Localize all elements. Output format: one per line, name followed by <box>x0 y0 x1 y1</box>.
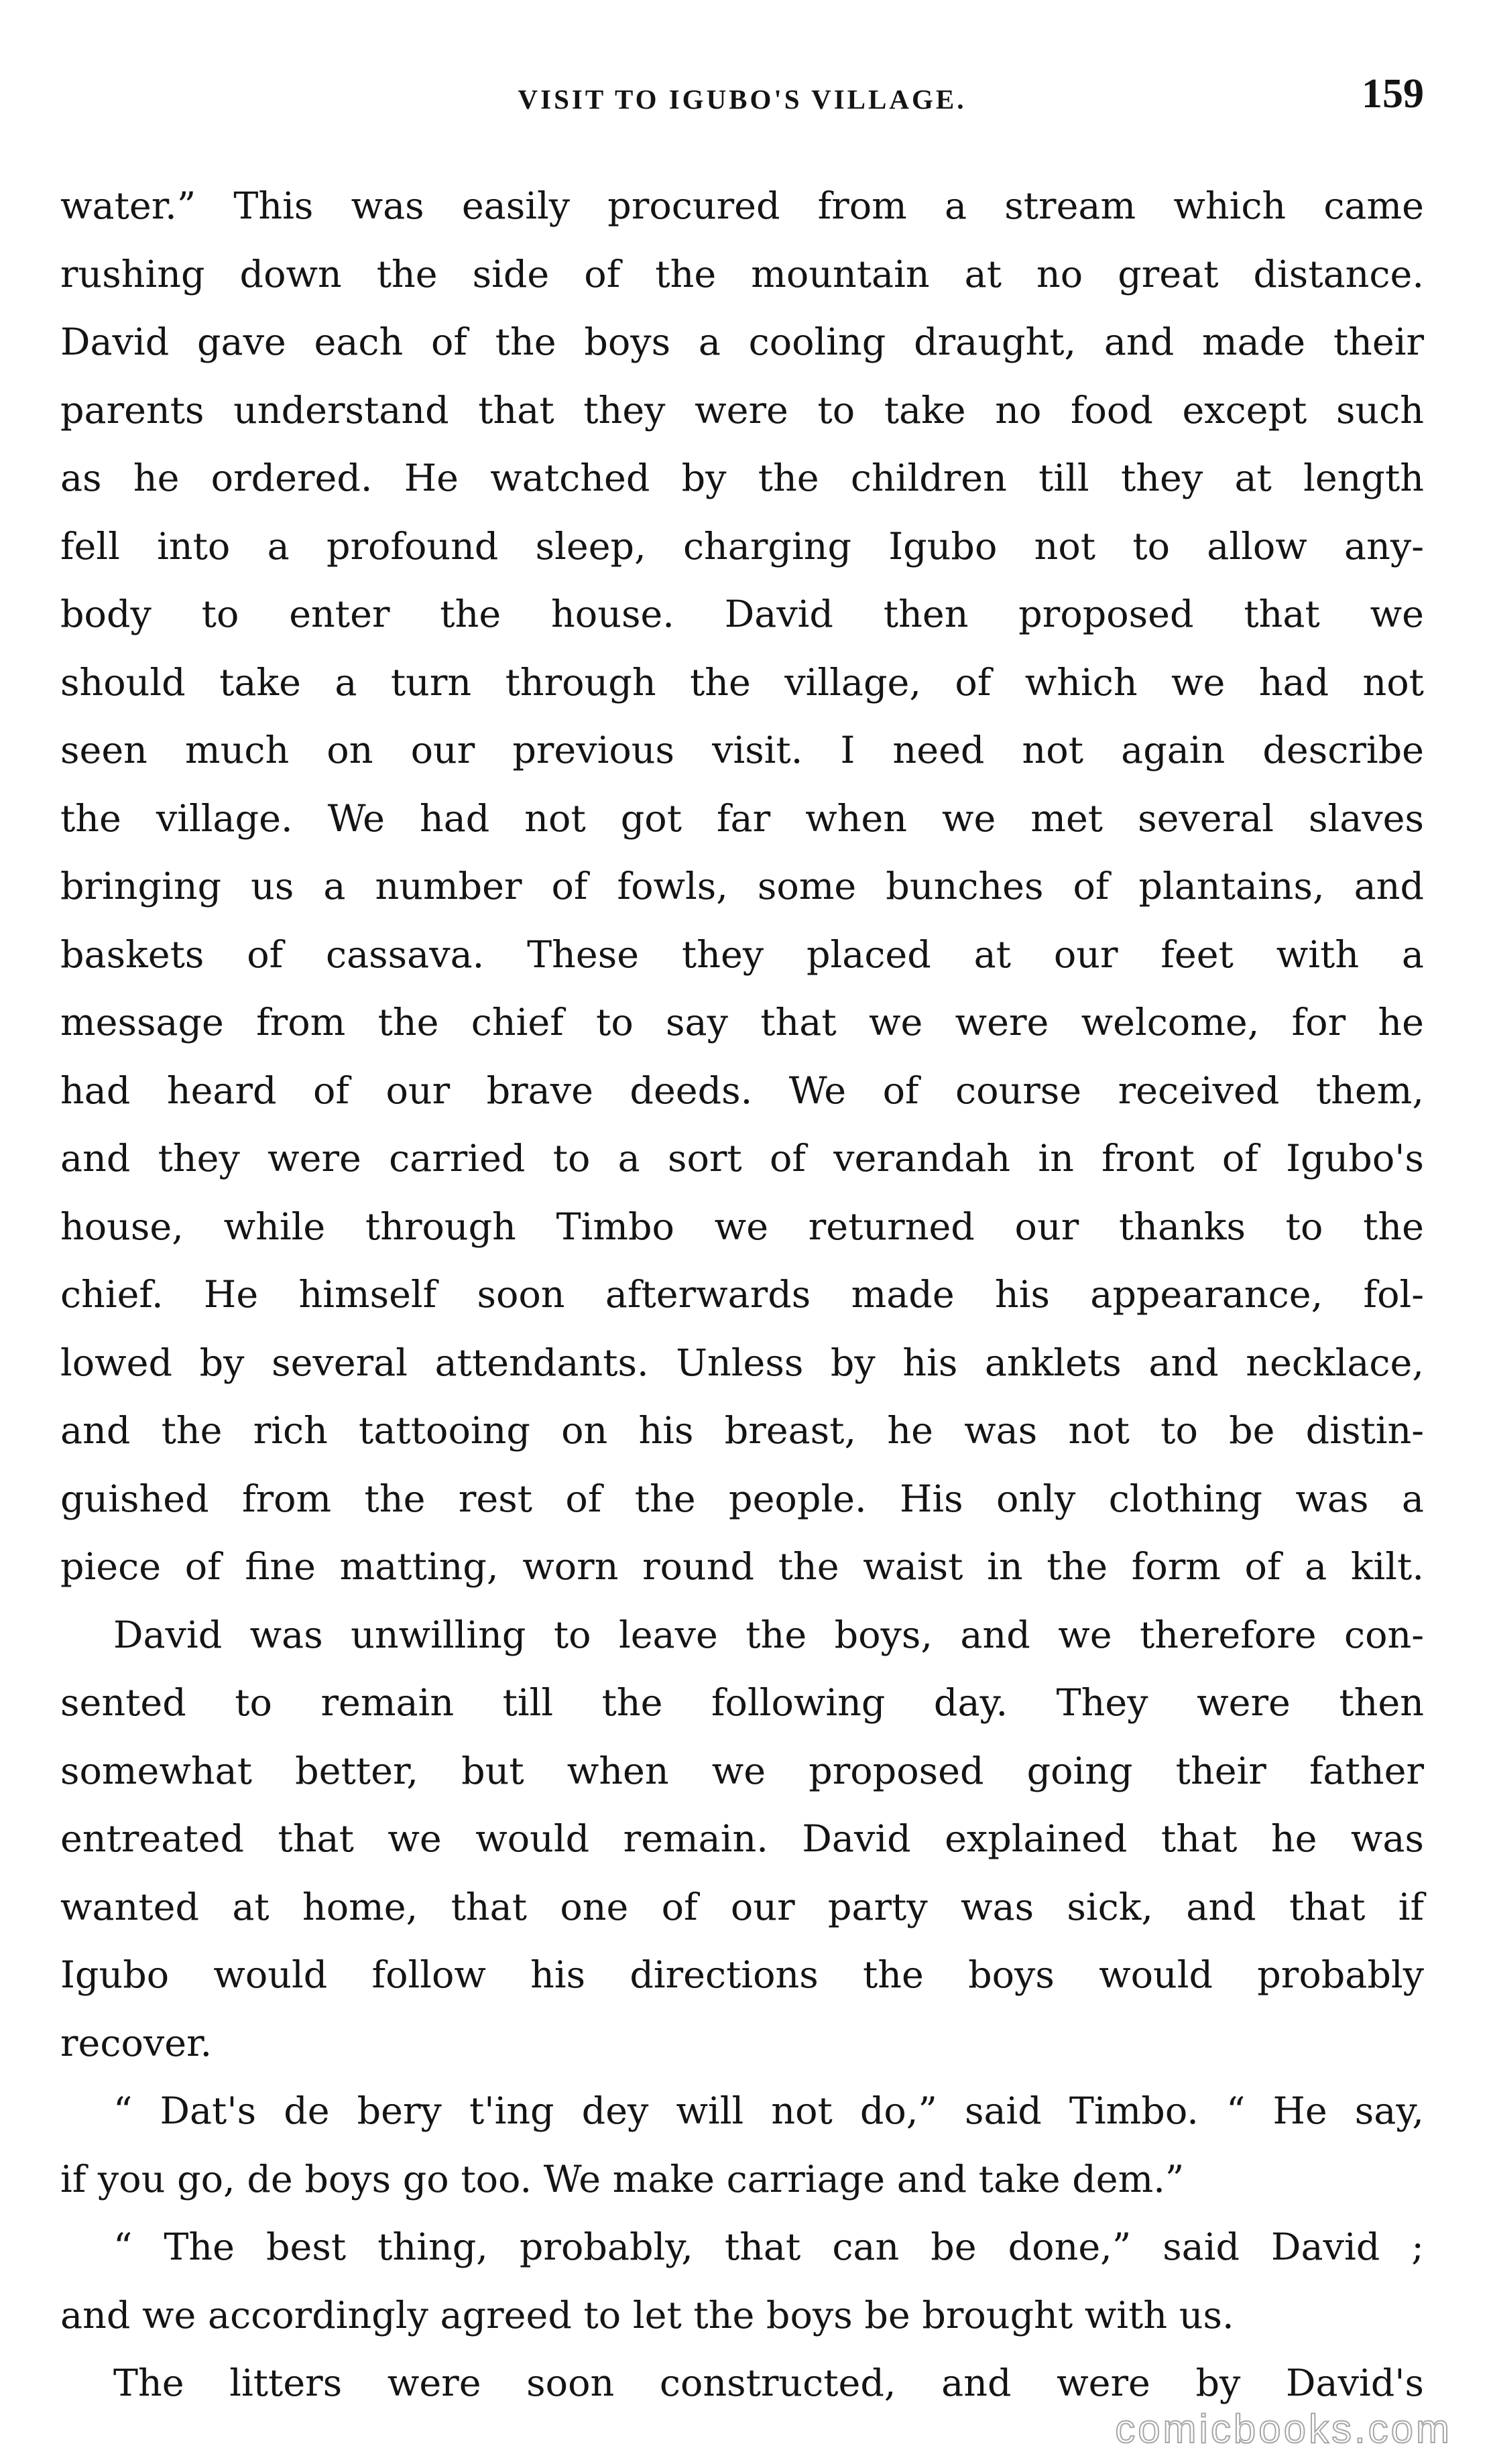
text-line: body to enter the house. David then proposed that we <box>60 593 1424 636</box>
text-line: house, while through Timbo we returned our thanks to the <box>60 1205 1424 1249</box>
page-number: 159 <box>1362 71 1424 117</box>
watermark: comicbooks.com <box>1115 2406 1452 2451</box>
text-line: guished from the rest of the people. His only clothing was a <box>60 1477 1424 1521</box>
paragraph-start-line: “ The best thing, probably, that can be done,” said David ; <box>113 2225 1424 2269</box>
text-line: had heard of our brave deeds. We of course received them, <box>60 1068 1424 1113</box>
running-title: VISIT TO IGUBO'S VILLAGE. <box>518 84 967 115</box>
paragraph-start-line: “ Dat's de bery t'ing dey will not do,” said Timbo. “ He say, <box>113 2089 1424 2133</box>
body-text <box>60 172 1424 2405</box>
paragraph-start-line: David was unwilling to leave the boys, and we therefore con- <box>113 1613 1424 1657</box>
text-line: message from the chief to say that we were welcome, for he <box>60 1001 1424 1044</box>
text-line: the village. We had not got far when we met several slaves <box>60 796 1424 841</box>
text-line: baskets of cassava. These they placed at our feet with a <box>60 932 1424 977</box>
text-line: rushing down the side of the mountain at no great distance. <box>60 252 1424 296</box>
text-line: as he ordered. He watched by the children till they at length <box>60 456 1424 500</box>
text-line: seen much on our previous visit. I need not again describe <box>60 729 1424 772</box>
text-line: and they were carried to a sort of verandah in front of Igubo's <box>60 1137 1424 1180</box>
text-line: sented to remain till the following day. They were then <box>60 1681 1424 1725</box>
text-line: chief. He himself soon afterwards made his appearance, fol- <box>60 1273 1424 1316</box>
text-line: water.” This was easily procured from a stream which came <box>60 184 1424 228</box>
text-line: bringing us a number of fowls, some bunches of plantains, and <box>60 865 1424 908</box>
page-header <box>60 52 1424 133</box>
paragraph-start-line: The litters were soon constructed, and were by David's <box>113 2361 1424 2405</box>
paragraph-end-line: recover. <box>60 2021 213 2065</box>
text-line: piece of fine matting, worn round the waist in the form of a kilt. <box>60 1545 1424 1589</box>
paragraph-end-line: if you go, de boys go too. We make carriage and take dem.” <box>60 2157 1185 2201</box>
text-line: wanted at home, that one of our party was sick, and that if <box>60 1885 1424 1929</box>
text-line: should take a turn through the village, of which we had not <box>60 660 1424 704</box>
text-line: David gave each of the boys a cooling draught, and made their <box>60 320 1424 364</box>
text-line: lowed by several attendants. Unless by his anklets and necklace, <box>60 1341 1424 1385</box>
text-line: Igubo would follow his directions the boys would probably <box>60 1953 1424 1997</box>
text-line: entreated that we would remain. David explained that he was <box>60 1817 1424 1861</box>
text-line: and the rich tattooing on his breast, he was not to be distin- <box>60 1409 1424 1453</box>
paragraph-end-line: and we accordingly agreed to let the boys be brought with us. <box>60 2293 1234 2337</box>
text-line: parents understand that they were to take no food except such <box>60 388 1424 432</box>
text-line: fell into a profound sleep, charging Igubo not to allow any- <box>60 524 1424 568</box>
text-line: somewhat better, but when we proposed going their father <box>60 1749 1424 1793</box>
